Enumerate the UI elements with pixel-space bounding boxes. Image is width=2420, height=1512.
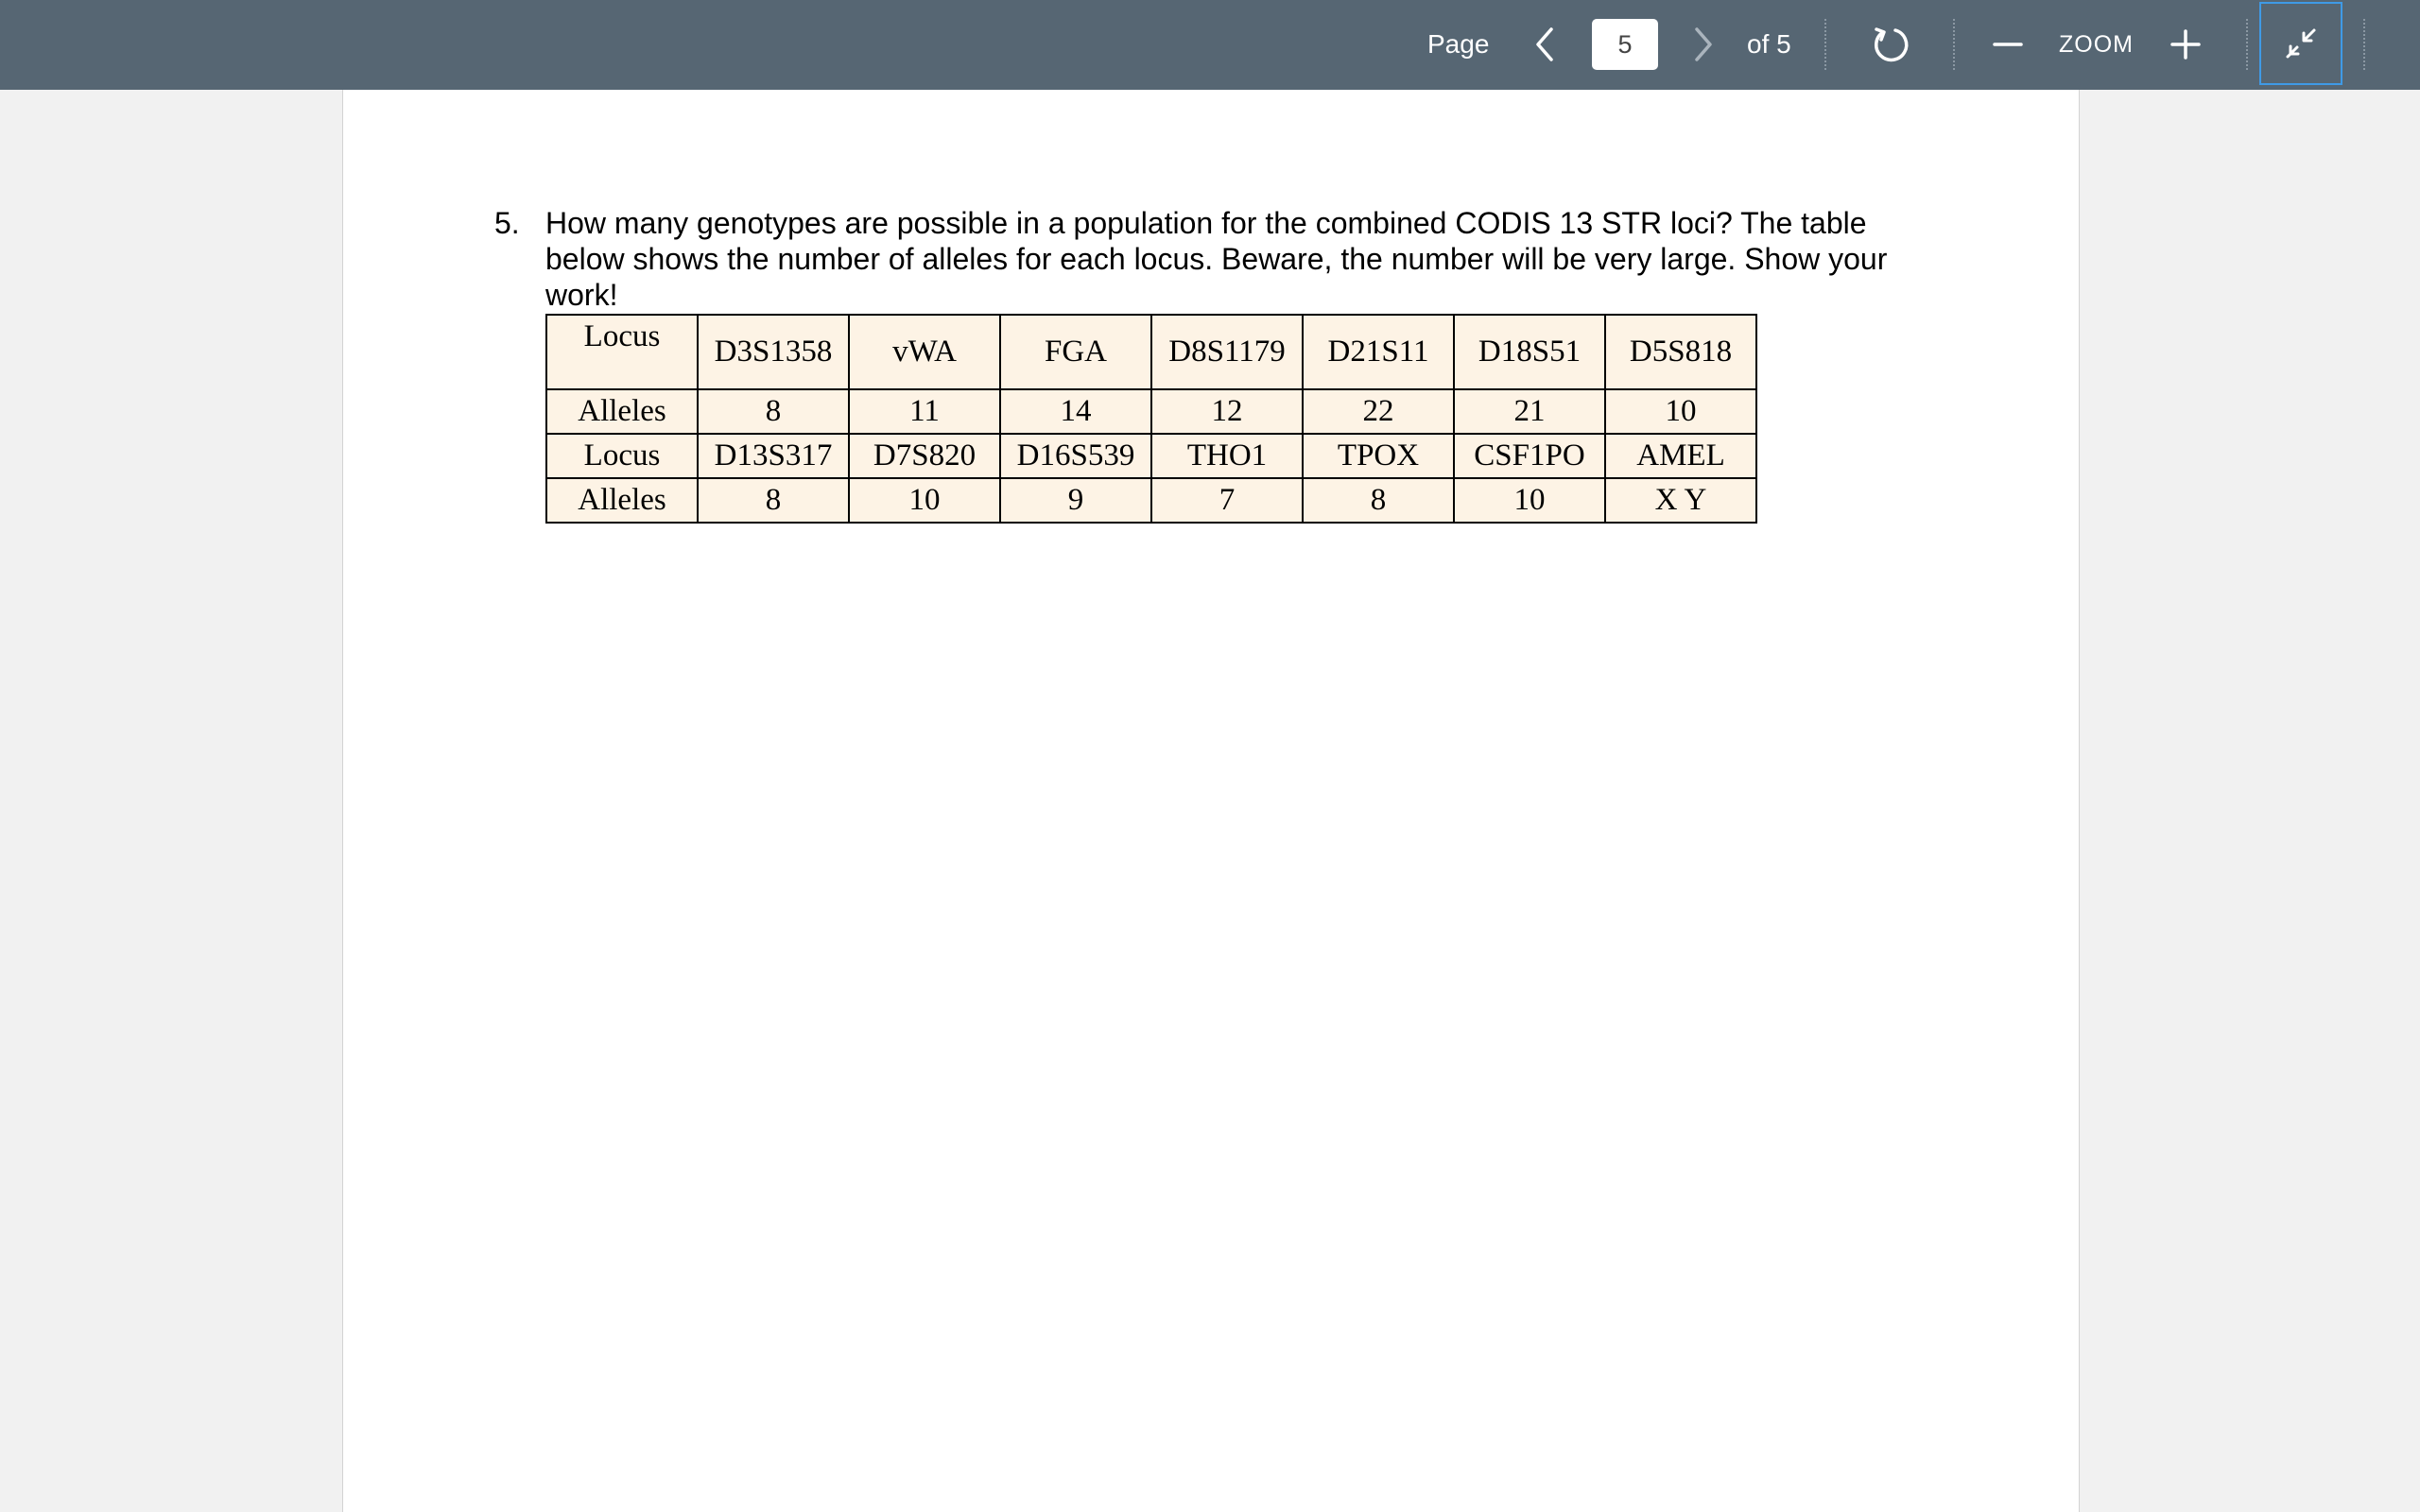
table-cell: 8 [698, 478, 849, 523]
pdf-toolbar [0, 0, 2420, 90]
toolbar-divider [2246, 19, 2248, 70]
collapse-arrows-icon [2282, 25, 2320, 62]
table-cell: D13S317 [698, 434, 849, 478]
rotate-button[interactable] [1868, 22, 1913, 67]
page-count-label: of 5 [1747, 29, 1791, 59]
table-cell: 10 [1605, 389, 1756, 434]
table-cell: 9 [1000, 478, 1151, 523]
zoom-label: ZOOM [2059, 30, 2134, 58]
table-cell: Locus [546, 315, 698, 389]
minus-icon [1992, 28, 2024, 60]
table-cell: vWA [849, 315, 1000, 389]
table-cell: D8S1179 [1151, 315, 1303, 389]
table-cell: D16S539 [1000, 434, 1151, 478]
previous-page-button[interactable] [1522, 22, 1567, 67]
table-cell: AMEL [1605, 434, 1756, 478]
table-cell: D5S818 [1605, 315, 1756, 389]
table-cell: X Y [1605, 478, 1756, 523]
table-cell: CSF1PO [1454, 434, 1605, 478]
toolbar-divider [1824, 19, 1826, 70]
plus-icon [2169, 28, 2202, 60]
alleles-table [545, 314, 1757, 524]
next-page-button[interactable] [1681, 22, 1726, 67]
table-cell: 21 [1454, 389, 1605, 434]
table-cell: D18S51 [1454, 315, 1605, 389]
table-cell: 8 [698, 389, 849, 434]
chevron-left-icon [1532, 26, 1557, 63]
table-cell: Alleles [546, 478, 698, 523]
table-cell: THO1 [1151, 434, 1303, 478]
rotate-icon [1870, 24, 1911, 65]
table-cell: 10 [849, 478, 1000, 523]
table-cell: 8 [1303, 478, 1454, 523]
exit-fullscreen-button[interactable] [2259, 2, 2342, 85]
question-number: 5. [494, 206, 520, 240]
table-cell: Locus [546, 434, 698, 478]
table-row [546, 478, 1756, 523]
table-cell: 22 [1303, 389, 1454, 434]
table-cell: 10 [1454, 478, 1605, 523]
zoom-in-button[interactable] [2163, 22, 2208, 67]
page-number-input[interactable] [1592, 19, 1658, 70]
document-page [342, 90, 2080, 1512]
zoom-out-button[interactable] [1985, 22, 2031, 67]
page-label: Page [1427, 29, 1490, 59]
toolbar-divider [1953, 19, 1955, 70]
table-cell: FGA [1000, 315, 1151, 389]
table-row [546, 315, 1756, 389]
table-cell: 14 [1000, 389, 1151, 434]
table-cell: 11 [849, 389, 1000, 434]
chevron-right-icon [1691, 26, 1716, 63]
table-cell: Alleles [546, 389, 698, 434]
table-cell: D7S820 [849, 434, 1000, 478]
table-cell: 7 [1151, 478, 1303, 523]
table-row [546, 434, 1756, 478]
table-cell: 12 [1151, 389, 1303, 434]
question-text: How many genotypes are possible in a population for the combined CODIS 13 STR loci? The table below shows the number of alleles for each locus. Beware, the number will be very large. Show your work! [545, 206, 1888, 312]
table-cell: D3S1358 [698, 315, 849, 389]
table-row [546, 389, 1756, 434]
table-cell: TPOX [1303, 434, 1454, 478]
table-cell: D21S11 [1303, 315, 1454, 389]
toolbar-divider [2363, 19, 2365, 70]
